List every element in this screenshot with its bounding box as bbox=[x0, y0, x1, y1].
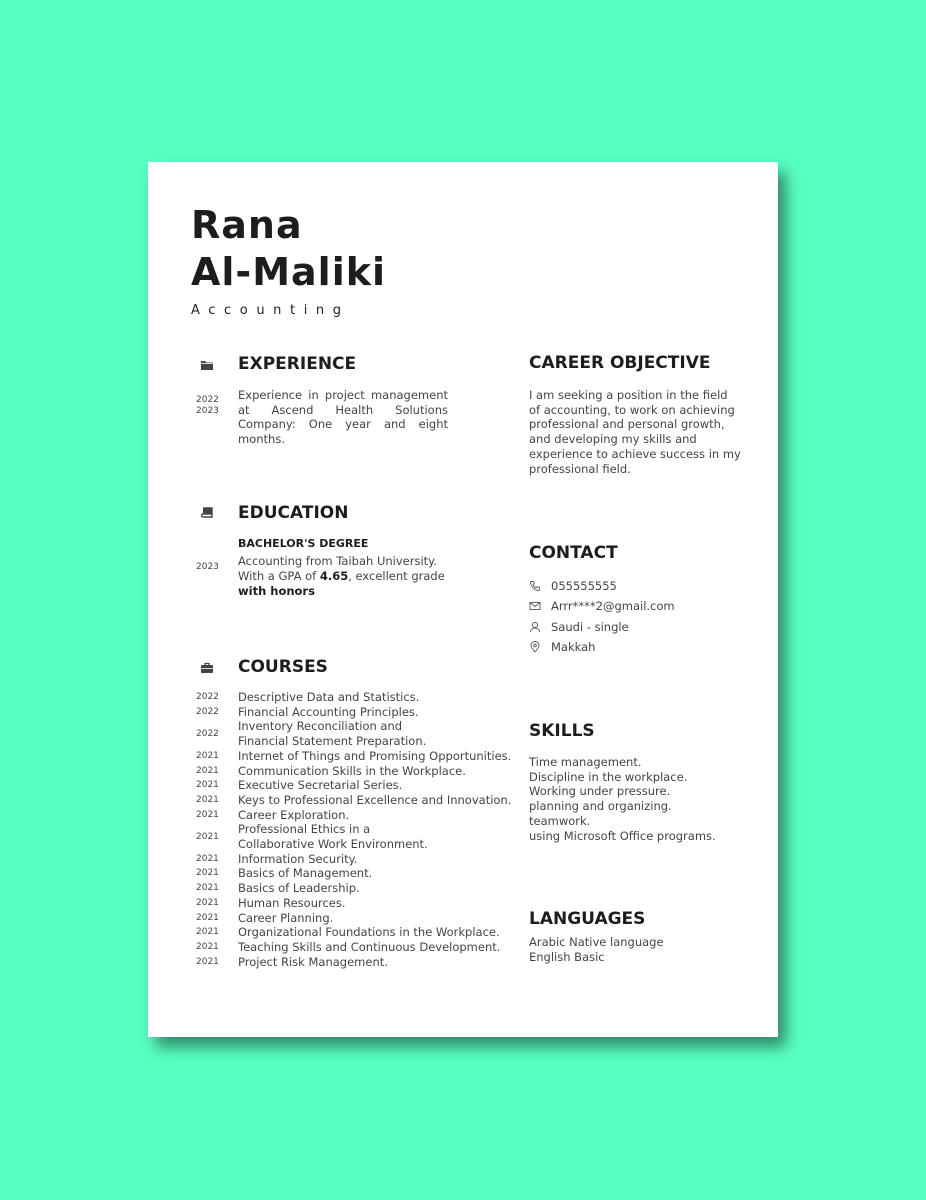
contact-phone-value: 055555555 bbox=[551, 579, 617, 593]
course-name: Teaching Skills and Continuous Development. bbox=[238, 939, 501, 954]
course-year: 2021 bbox=[196, 765, 219, 776]
course-name-cont: Collaborative Work Environment. bbox=[238, 837, 428, 851]
courses-title: COURSES bbox=[238, 657, 328, 677]
course-name: Inventory Reconciliation and bbox=[238, 719, 403, 734]
skills-title: SKILLS bbox=[529, 721, 595, 741]
contact-title: CONTACT bbox=[529, 543, 618, 563]
contact-email bbox=[529, 598, 675, 614]
course-name-cont: Financial Statement Preparation. bbox=[238, 734, 427, 749]
course-year: 2021 bbox=[196, 897, 219, 908]
course-year: 2021 bbox=[196, 941, 219, 952]
objective-line: professional and personal growth, bbox=[529, 417, 725, 432]
course-year: 2022 bbox=[196, 692, 219, 702]
languages-title: LANGUAGES bbox=[529, 909, 646, 929]
objective-title: CAREER OBJECTIVE bbox=[529, 353, 711, 373]
course-name: Career Exploration. bbox=[238, 807, 350, 822]
contact-email-value: Arrr****2@gmail.com bbox=[551, 599, 675, 613]
skill-item: Discipline in the workplace. bbox=[529, 769, 688, 784]
education-line1: Accounting from Taibah University. bbox=[238, 554, 437, 568]
course-year: 2021 bbox=[196, 853, 219, 864]
envelope-icon bbox=[529, 600, 541, 612]
job-title: Accounting bbox=[191, 303, 350, 318]
phone-icon bbox=[529, 580, 541, 592]
user-icon bbox=[529, 621, 541, 633]
book-icon bbox=[200, 507, 214, 519]
course-year: 2021 bbox=[196, 868, 219, 879]
experience-title: EXPERIENCE bbox=[238, 354, 357, 374]
experience-year-start: 2022 bbox=[196, 395, 219, 405]
course-name: Career Planning. bbox=[238, 910, 334, 925]
objective-line: I am seeking a position in the field bbox=[529, 388, 728, 402]
course-name: Financial Accounting Principles. bbox=[238, 704, 419, 719]
course-name: Project Risk Management. bbox=[238, 954, 388, 969]
course-year: 2022 bbox=[196, 706, 219, 717]
course-name: Professional Ethics in a bbox=[238, 822, 371, 837]
course-name: Information Security. bbox=[238, 851, 358, 866]
education-year: 2023 bbox=[196, 562, 219, 572]
objective-line: experience to achieve success in my bbox=[529, 446, 741, 461]
objective-line: professional field. bbox=[529, 461, 631, 476]
course-year: 2021 bbox=[196, 809, 219, 820]
education-gpa: 4.65 bbox=[319, 569, 349, 583]
location-pin-icon bbox=[529, 641, 541, 653]
course-name: Organizational Foundations in the Workplace. bbox=[238, 925, 500, 940]
objective-line: and developing my skills and bbox=[529, 432, 697, 447]
education-title: EDUCATION bbox=[238, 503, 349, 523]
name-first: Rana bbox=[191, 203, 303, 247]
contact-phone bbox=[529, 578, 617, 594]
resume-page bbox=[148, 162, 778, 1037]
education-degree: BACHELOR'S DEGREE bbox=[238, 537, 369, 550]
course-name: Human Resources. bbox=[238, 895, 346, 910]
experience-text: Experience in project management at Ascend Health Solutions Company: One year and eight months. bbox=[238, 388, 448, 447]
contact-city bbox=[529, 639, 595, 655]
course-year: 2021 bbox=[196, 927, 219, 938]
skill-item: teamwork. bbox=[529, 813, 591, 828]
folder-icon bbox=[200, 359, 214, 371]
education-line2 bbox=[238, 569, 445, 584]
skill-item: planning and organizing. bbox=[529, 799, 672, 814]
contact-city-value: Makkah bbox=[551, 640, 596, 654]
education-honors: with honors bbox=[238, 584, 315, 598]
skill-item: using Microsoft Office programs. bbox=[529, 828, 716, 843]
course-name: Executive Secretarial Series. bbox=[238, 778, 403, 793]
course-name: Keys to Professional Excellence and Innovation. bbox=[238, 792, 512, 807]
education-gpa-prefix: With a GPA of bbox=[238, 569, 320, 583]
course-year: 2021 bbox=[196, 956, 219, 967]
experience-year-end: 2023 bbox=[196, 406, 219, 416]
course-name: Internet of Things and Promising Opportunities. bbox=[238, 748, 512, 763]
objective-line: of accounting, to work on achieving bbox=[529, 402, 735, 417]
briefcase-icon bbox=[200, 662, 214, 674]
course-name: Communication Skills in the Workplace. bbox=[238, 763, 466, 778]
education-gpa-suffix: , excellent grade bbox=[348, 569, 445, 583]
course-year: 2021 bbox=[196, 883, 219, 894]
course-year: 2021 bbox=[196, 750, 219, 761]
course-year: 2021 bbox=[196, 794, 219, 805]
contact-status bbox=[529, 619, 629, 635]
course-year: 2022 bbox=[196, 728, 219, 739]
course-year: 2021 bbox=[196, 780, 219, 791]
name-last: Al-Maliki bbox=[191, 250, 387, 294]
course-name: Descriptive Data and Statistics. bbox=[238, 690, 420, 704]
language-item: English Basic bbox=[529, 949, 605, 964]
contact-status-value: Saudi - single bbox=[551, 620, 629, 634]
skill-item: Time management. bbox=[529, 755, 642, 769]
skill-item: Working under pressure. bbox=[529, 784, 671, 799]
course-name: Basics of Leadership. bbox=[238, 881, 360, 896]
course-year: 2021 bbox=[196, 831, 219, 842]
language-item: Arabic Native language bbox=[529, 935, 664, 949]
course-year: 2021 bbox=[196, 912, 219, 923]
course-name: Basics of Management. bbox=[238, 866, 373, 881]
